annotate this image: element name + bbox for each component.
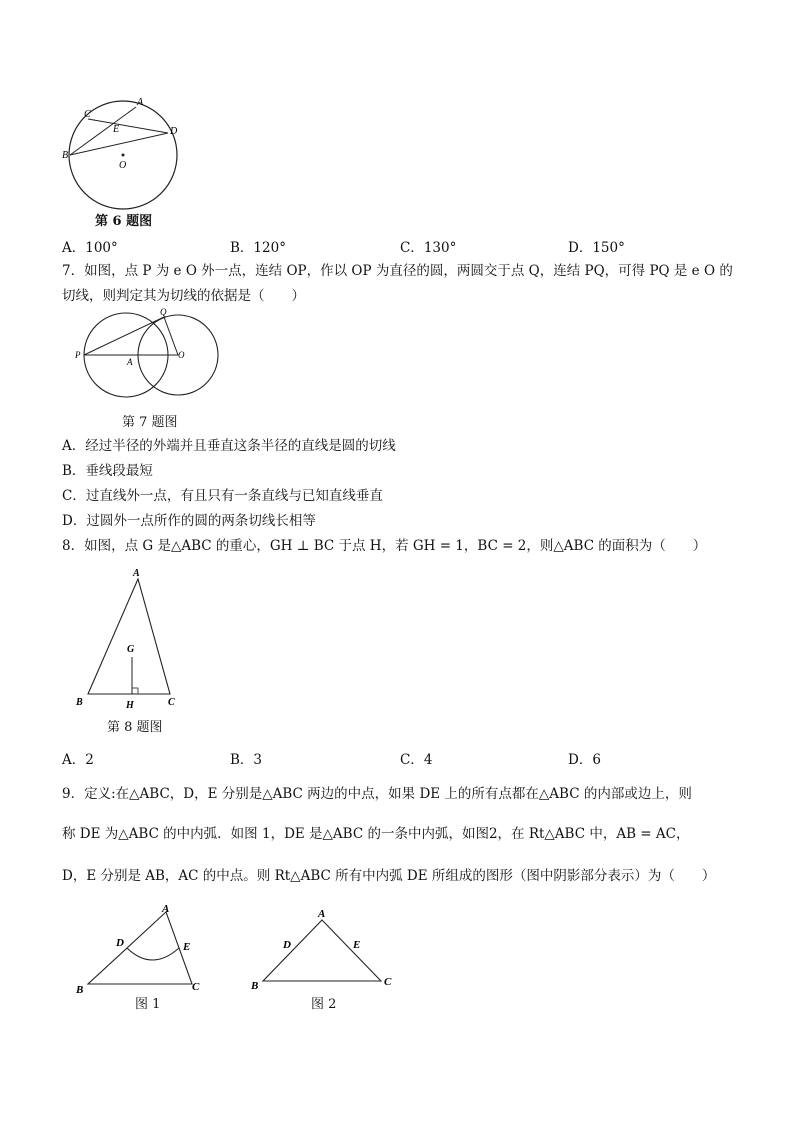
q8-label-G: G [127, 644, 135, 655]
q9-fig1-triangle [88, 912, 192, 984]
q7-stem-line1: 7．如图，点 P 为 e O 外一点，连结 OP，作以 OP 为直径的圆，两圆交于点 Q，连结 PQ，可得 PQ 是 e O 的 [62, 263, 733, 279]
q7-label-Q: Q [160, 308, 167, 317]
q6-chord-CD [88, 119, 168, 133]
q7-option-a: A．经过半径的外端并且垂直这条半径的直线是圆的切线 [62, 438, 396, 454]
q9-figure-1 [70, 900, 210, 995]
q6-label-D: D [170, 126, 178, 137]
q9-fig1-arc-DE [127, 948, 179, 960]
q7-option-b: B．垂线段最短 [62, 463, 153, 479]
q7-segment-PQ [84, 317, 164, 355]
q9-stem-line1: 9．定义:在△ABC，D，E 分别是△ABC 两边的中点，如果 DE 上的所有点都在△ABC 的内部或边上，则 [62, 786, 692, 802]
q9-fig1-label-D: D [116, 937, 124, 949]
q9-fig2-label-D: D [283, 939, 291, 951]
q9-fig2-label-B: B [251, 980, 259, 992]
q7-label-A: A [127, 357, 133, 367]
q9-stem-line3: D，E 分别是 AB，AC 的中点。则 Rt△ABC 所有中内弧 DE 所组成的图形（图中阴影部分表示）为（ ） [62, 868, 716, 884]
q7-option-d: D．过圆外一点所作的圆的两条切线长相等 [62, 513, 316, 529]
q9-figure-2 [245, 900, 405, 995]
q6-label-E: E [113, 124, 120, 135]
q8-figure [70, 565, 190, 715]
q8-label-C: C [168, 697, 175, 708]
q9-fig2-triangle [263, 920, 381, 981]
q8-option-b: B．3 [230, 752, 263, 768]
q8-option-c: C．4 [400, 752, 433, 768]
q6-center-dot [122, 154, 125, 157]
q6-figure [60, 95, 190, 215]
q7-option-c: C．过直线外一点，有且只有一条直线与已知直线垂直 [62, 488, 383, 504]
q9-fig2-label-A: A [318, 908, 326, 920]
q6-label-B: B [62, 150, 69, 161]
q6-label-A: A [137, 97, 144, 108]
q6-label-C: C [84, 109, 91, 120]
q8-option-a: A．2 [62, 752, 94, 768]
q6-option-a: A．100° [62, 240, 118, 256]
q7-figure-caption: 第 7 题图 [122, 415, 178, 430]
q9-stem-line2: 称 DE 为△ABC 的中内弧．如图 1，DE 是△ABC 的一条中内弧，如图2，在 Rt△ABC 中，AB = AC， [62, 826, 690, 842]
q9-fig2-label-E: E [353, 939, 361, 951]
q8-figure-caption: 第 8 题图 [107, 720, 163, 735]
q9-figure-1-caption: 图 1 [135, 997, 161, 1012]
q9-fig1-label-E: E [183, 941, 191, 953]
q6-figure-caption: 第 6 题图 [95, 214, 153, 229]
q9-fig2-label-C: C [384, 976, 392, 988]
q6-option-d: D．150° [568, 240, 625, 256]
q7-label-O: O [178, 350, 185, 360]
q8-right-angle-mark [132, 688, 138, 694]
q8-option-d: D．6 [568, 752, 601, 768]
q8-triangle-ABC [88, 579, 170, 694]
q7-label-P: P [75, 350, 81, 360]
q9-fig1-label-A: A [162, 903, 170, 915]
q7-stem-line2: 切线，则判定其为切线的依据是（ ） [62, 288, 305, 304]
q6-option-b: B．120° [230, 240, 286, 256]
q8-label-A: A [133, 568, 140, 579]
q6-label-O: O [119, 160, 127, 171]
q8-label-H: H [126, 700, 134, 711]
q6-option-c: C．130° [400, 240, 457, 256]
q9-figure-2-caption: 图 2 [311, 997, 337, 1012]
q9-fig1-label-B: B [76, 984, 84, 995]
q7-segment-QO [164, 317, 178, 355]
q8-stem-line1: 8．如图，点 G 是△ABC 的重心，GH ⊥ BC 于点 H，若 GH = 1，BC = 2，则△ABC 的面积为（ ） [62, 538, 707, 554]
q8-label-B: B [76, 697, 83, 708]
q7-figure [72, 308, 222, 403]
q9-fig1-label-C: C [192, 981, 200, 993]
